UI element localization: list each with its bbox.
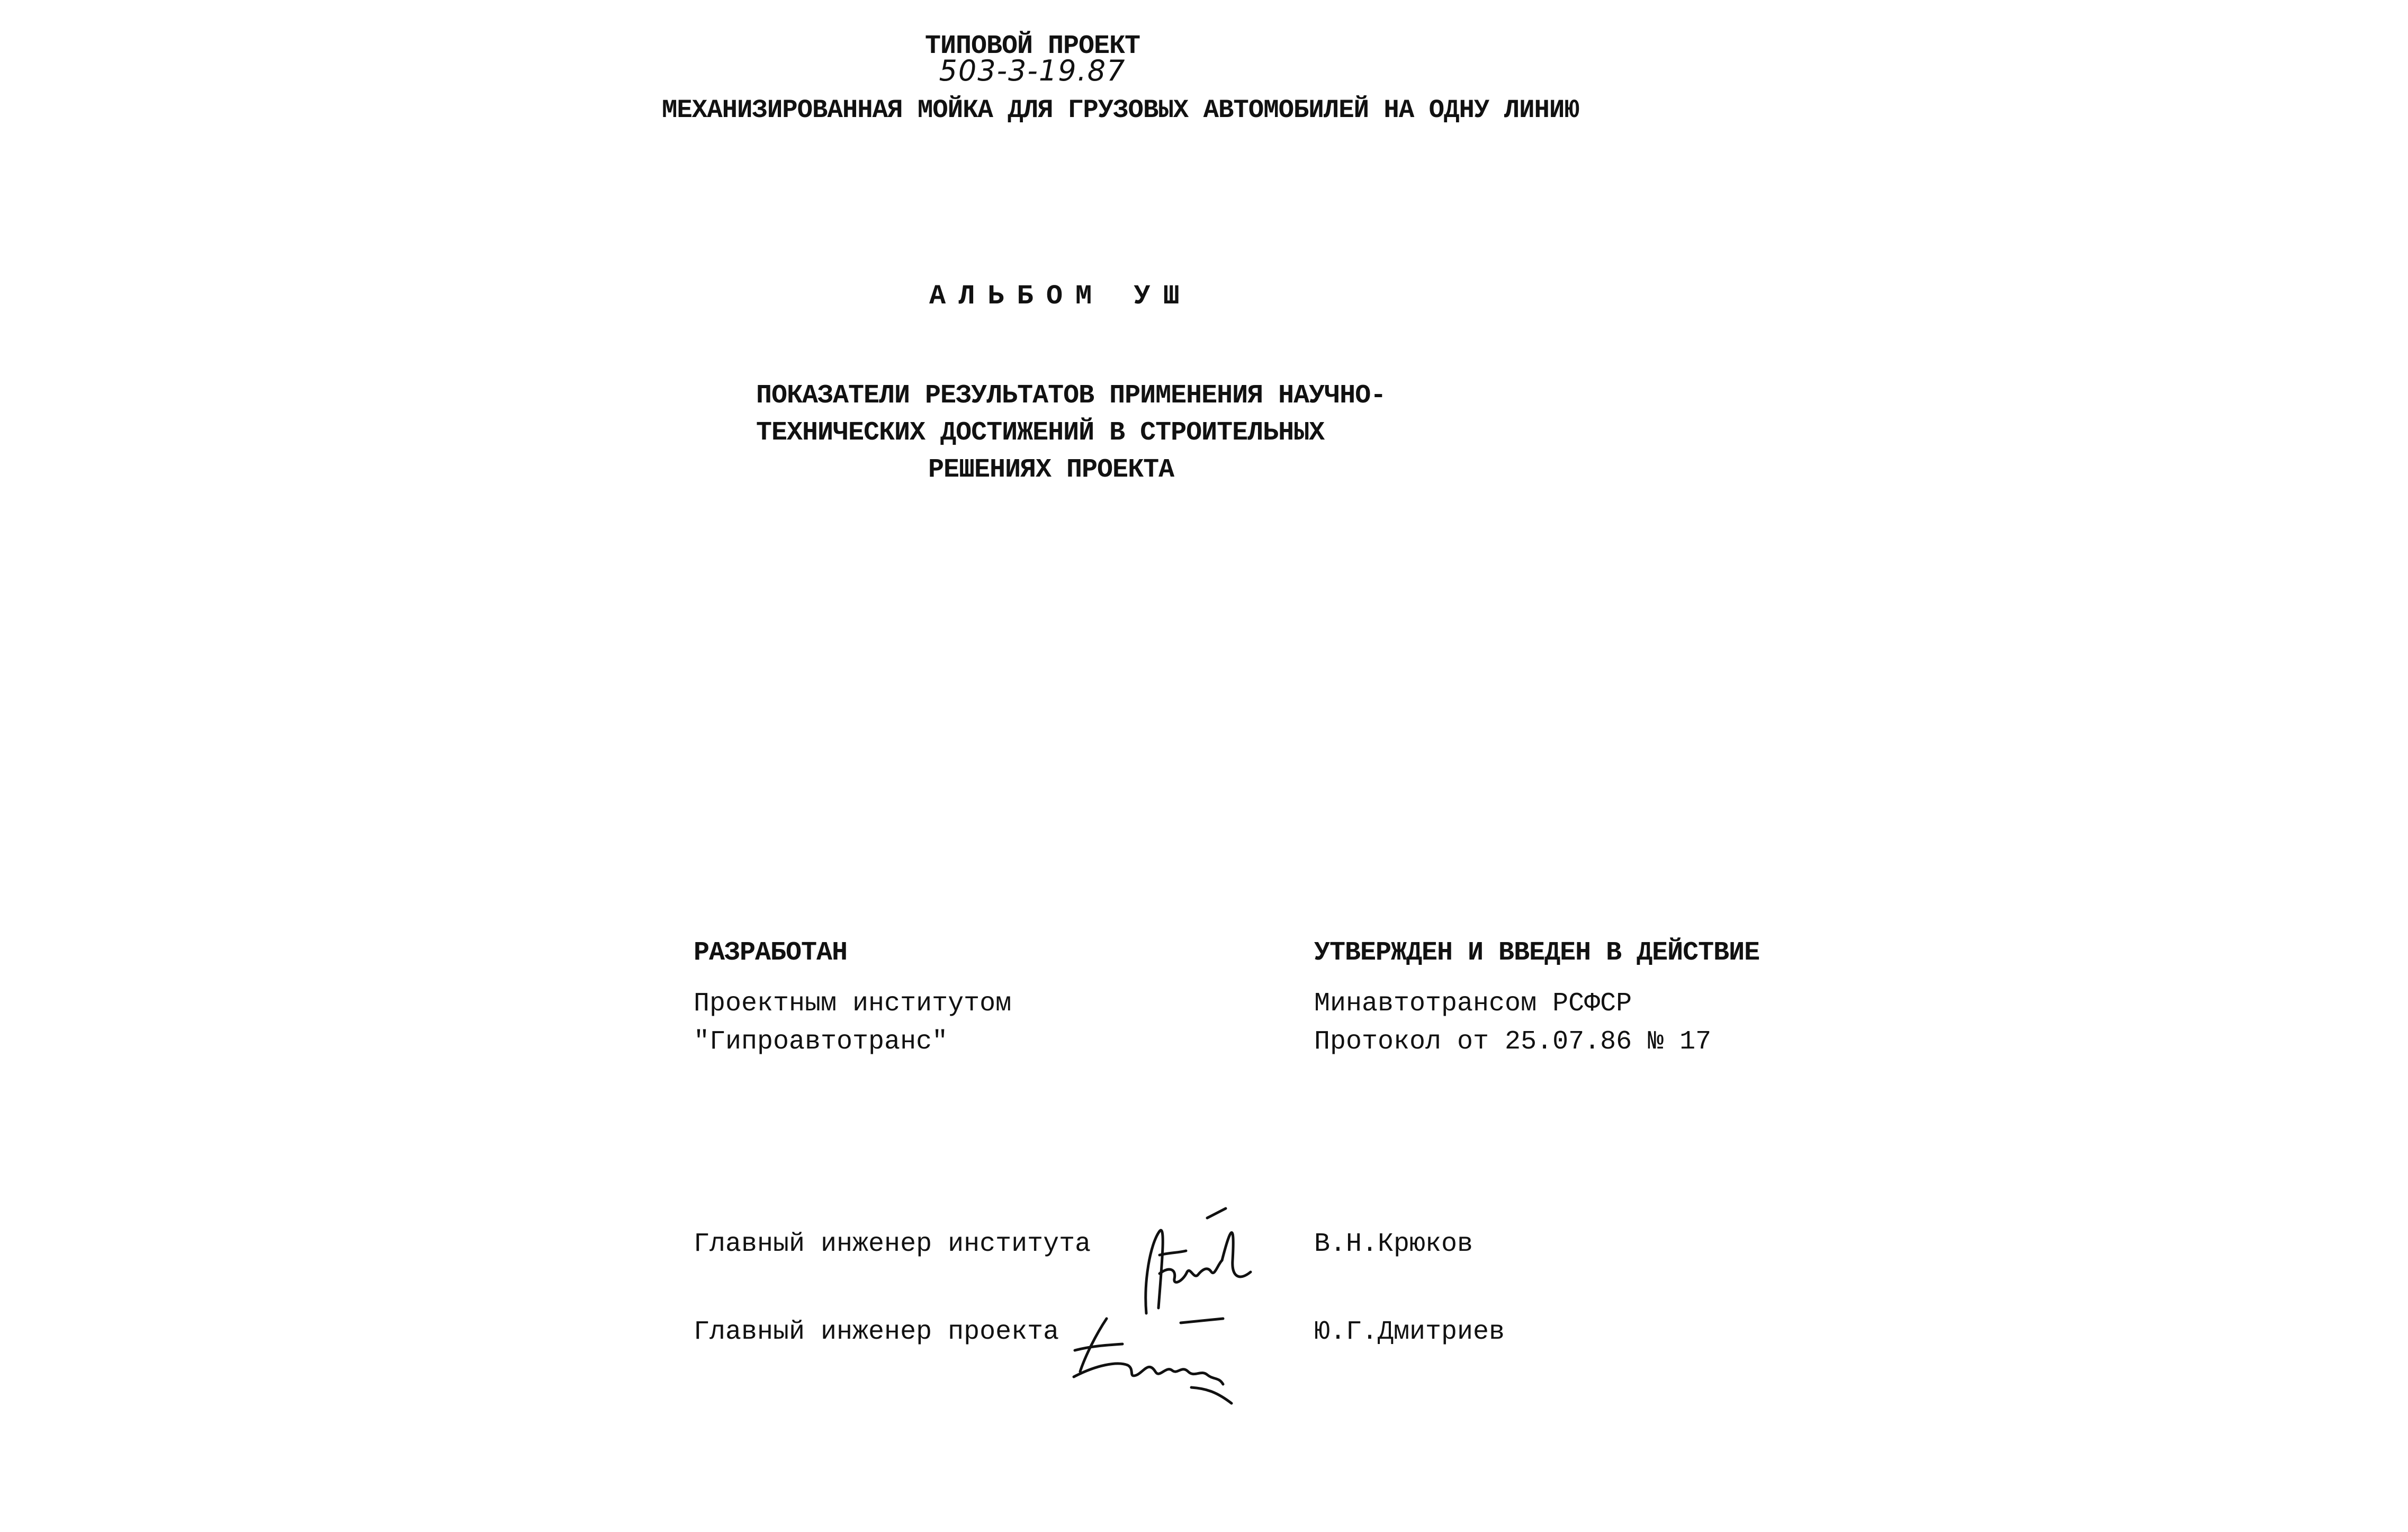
signature-chief-engineer-project [1064, 1308, 1276, 1414]
album-title: АЛЬБОМ УШ [929, 281, 1192, 312]
developed-heading: РАЗРАБОТАН [694, 938, 848, 968]
developed-institute-line-2: "Гипроавтотранс" [694, 1027, 948, 1057]
developed-institute-line-1: Проектным институтом [694, 989, 1012, 1019]
signatory-name-2: Ю.Г.Дмитриев [1314, 1317, 1505, 1347]
signatory-role-2: Главный инженер проекта [694, 1317, 1059, 1347]
signatory-name-1: В.Н.Крюков [1314, 1229, 1473, 1259]
album-description-line-2: ТЕХНИЧЕСКИХ ДОСТИЖЕНИЙ В СТРОИТЕЛЬНЫХ [756, 418, 1325, 448]
project-number: 503-3-19.87 [939, 54, 1126, 87]
signatory-role-1: Главный инженер института [694, 1229, 1091, 1259]
project-type-heading: ТИПОВОЙ ПРОЕКТ [924, 31, 1140, 61]
project-title: МЕХАНИЗИРОВАННАЯ МОЙКА ДЛЯ ГРУЗОВЫХ АВТОМОБИЛЕЙ НА ОДНУ ЛИНИЮ [662, 95, 1579, 125]
approved-ministry-line: Минавтотрансом РСФСР [1314, 989, 1632, 1019]
album-description-line-1: ПОКАЗАТЕЛИ РЕЗУЛЬТАТОВ ПРИМЕНЕНИЯ НАУЧНО- [756, 381, 1386, 411]
album-description-line-3: РЕШЕНИЯХ ПРОЕКТА [928, 455, 1174, 485]
approved-protocol-line: Протокол от 25.07.86 № 17 [1314, 1027, 1712, 1057]
approved-heading: УТВЕРЖДЕН И ВВЕДЕН В ДЕЙСТВИЕ [1314, 938, 1760, 968]
